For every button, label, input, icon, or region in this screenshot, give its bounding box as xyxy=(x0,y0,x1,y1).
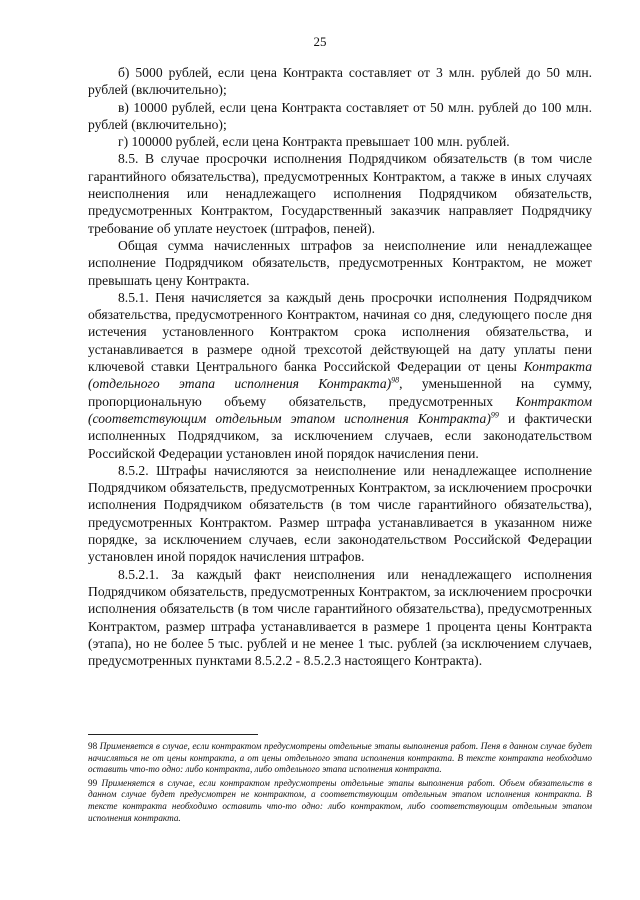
paragraph-total-fines: Общая сумма начисленных штрафов за неисполнение или ненадлежащее исполнение Подрядчиком обязательств, предусмотренных Контрактом, не может превышать цену Контракта. xyxy=(88,237,592,288)
footnote-text: Применяется в случае, если контрактом предусмотрены отдельные этапы выполнения работ. Пеня в данном случае будет начисляться не от цены контракта, а от цены отдельного этапа исполнения контракта. В тексте контракта необходимо оставить что-то одно: либо контракта, либо отдельного этапа исполнения контракта. xyxy=(88,741,592,775)
footnote-divider xyxy=(88,734,258,735)
footnote-98 xyxy=(88,741,592,776)
document-body xyxy=(88,64,592,669)
footnote-number: 98 xyxy=(88,741,98,751)
paragraph-8-5-2-1: 8.5.2.1. За каждый факт неисполнения или ненадлежащего исполнения Подрядчиком обязательств, предусмотренных Контрактом, за исключением просрочки исполнения обязательств (в том числе гарантийного обязательства), предусмотренных Контрактом, размер штрафа устанавливается в размере 1 процента цены Контракта (этапа), но не более 5 тыс. рублей и не менее 1 тыс. рублей (за исключением случаев, предусмотренных пунктами 8.5.2.2 - 8.5.2.3 настоящего Контракта). xyxy=(88,566,592,669)
paragraph-8-5: 8.5. В случае просрочки исполнения Подрядчиком обязательств (в том числе гарантийного обязательства), предусмотренных Контрактом, а также в иных случаях неисполнения или ненадлежащего исполнения Подрядчиком обязательств, предусмотренных Контрактом, Государственный заказчик направляет Подрядчику требование об уплате неустоек (штрафов, пеней). xyxy=(88,151,592,236)
footnote-ref-99[interactable]: 99 xyxy=(490,410,499,420)
paragraph-fine-b: б) 5000 рублей, если цена Контракта составляет от 3 млн. рублей до 50 млн. рублей (включительно); xyxy=(88,65,592,98)
paragraph-fine-v: в) 10000 рублей, если цена Контракта составляет от 50 млн. рублей до 100 млн. рублей (включительно); xyxy=(88,99,592,132)
italic-run: Контракта (отдельного этапа исполнения Контракта) xyxy=(88,359,592,392)
text-run: и фактически исполненных Подрядчиком, за исключением случаев, если законодательством Российской Федерации установлен иной порядок начисления пени. xyxy=(88,410,592,461)
page-number: 25 xyxy=(313,34,327,49)
text-run: 8.5.1. Пеня начисляется за каждый день просрочки исполнения Подрядчиком обязательства, предусмотренного Контрактом, начиная со дня, следующего после дня истечения установленного Контрактом срока исполнения обязательства, и устанавливается в размере одной трехсотой действующей на дату уплаты пени ключевой ставки Центрального банка Российской Федерации от цены xyxy=(88,289,592,375)
footnote-ref-98[interactable]: 98 xyxy=(391,375,400,385)
paragraph-8-5-2: 8.5.2. Штрафы начисляются за неисполнение или ненадлежащее исполнение Подрядчиком обязательств, предусмотренных Контрактом, за исключением просрочки исполнения Подрядчиком обязательств (в том числе гарантийного обязательства), предусмотренных Контрактом. Размер штрафа устанавливается в указанном ниже порядке, за исключением случаев, если законодательством Российской Федерации установлен иной порядок начисления штрафов. xyxy=(88,462,592,565)
text-run: , уменьшенной на сумму, пропорциональную объему обязательств, предусмотренных xyxy=(88,376,592,409)
footnote-number: 99 xyxy=(88,777,98,788)
footnote-99 xyxy=(88,778,592,824)
paragraph-8-5-1 xyxy=(88,289,592,462)
footnotes xyxy=(88,741,592,826)
italic-run: Контрактом (соответствующим отдельным этапом исполнения Контракта) xyxy=(88,393,592,426)
footnote-text: Применяется в случае, если контрактом предусмотрены отдельные этапы выполнения работ. Объем обязательств в данном случае будет предусмотрен не контрактом, а соответствующим отдельным этапом исполнения контракта. В тексте контракта необходимо оставить что-то одно: либо контрактом, либо соответствующим отдельным этапом исполнения контракта. xyxy=(88,777,592,823)
paragraph-fine-g: г) 100000 рублей, если цена Контракта превышает 100 млн. рублей. xyxy=(118,134,510,150)
